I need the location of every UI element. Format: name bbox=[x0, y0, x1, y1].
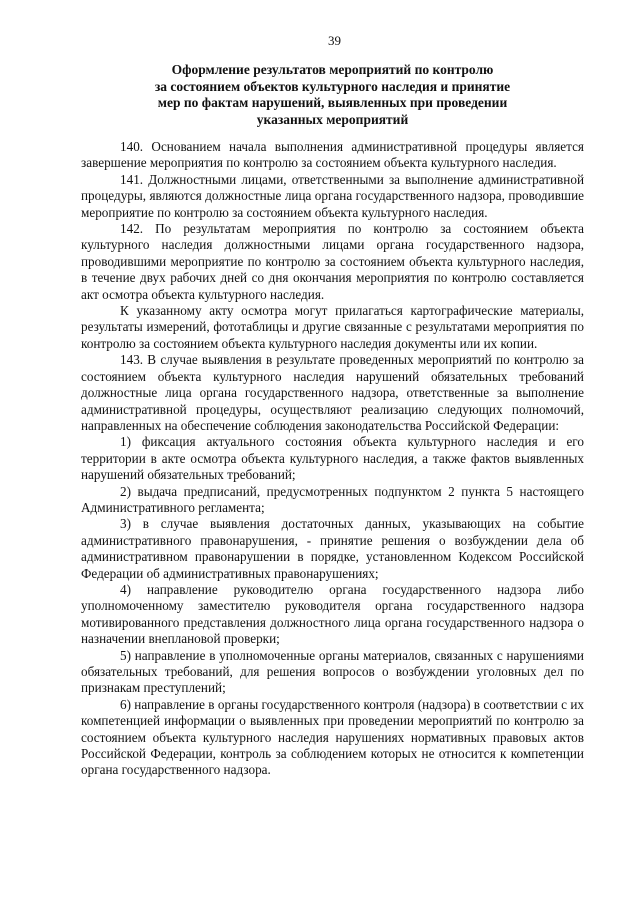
page-number: 39 bbox=[328, 33, 341, 48]
section-title-line: указанных мероприятий bbox=[256, 111, 409, 127]
paragraph-143: 143. В случае выявления в результате проведенных мероприятий по контролю за состоянием объекта культурного наследия нарушений обязательных требований должностные лица органа государственного надзора, ответственные за выполнение административной процедуры, осуществляют реализацию следующих полномочий, направленных на обеспечение соблюдения законодательства Российской Федерации: bbox=[81, 352, 584, 433]
paragraph-140: 140. Основанием начала выполнения административной процедуры является завершение мероприятия по контролю за состоянием объекта культурного наследия. bbox=[81, 139, 584, 171]
section-title-line: мер по фактам нарушений, выявленных при проведении bbox=[157, 95, 508, 110]
document-body bbox=[81, 139, 584, 779]
paragraph-141: 141. Должностными лицами, ответственными за выполнение административной процедуры, являются должностные лица органа государственного надзора, проводившие мероприятие по контролю за состоянием объекта культурного наследия. bbox=[81, 171, 584, 220]
list-item-3: 3) в случае выявления достаточных данных, указывающих на событие административного правонарушения, - принятие решения о возбуждении дела об административном правонарушении в порядке, установленном Кодексом Российской Федерации об административных правонарушениях; bbox=[81, 516, 584, 581]
list-item-4: 4) направление руководителю органа государственного надзора либо уполномоченному заместителю руководителя органа государственного надзора мотивированного представления должностного лица органа государственного надзора о назначении внеплановой проверки; bbox=[81, 581, 584, 647]
paragraph-142-attachments: К указанному акту осмотра могут прилагаться картографические материалы, результаты измерений, фототаблицы и другие связанные с результатами мероприятия по контролю за состоянием объекта культурного наследия документы или их копии. bbox=[81, 303, 584, 351]
paragraph-142: 142. По результатам мероприятия по контролю за состоянием объекта культурного наследия должностными лицами органа государственного надзора, проводившими мероприятие по контролю за состоянием объекта культурного наследия, в течение двух рабочих дней со дня окончания мероприятия по контролю составляется акт осмотра объекта культурного наследия. bbox=[81, 221, 584, 302]
list-item-5: 5) направление в уполномоченные органы материалов, связанных с нарушениями обязательных требований, для решения вопросов о возбуждении уголовных дел по признакам преступлений; bbox=[81, 647, 584, 696]
list-item-1: 1) фиксация актуального состояния объекта культурного наследия и его территории в акте осмотра объекта культурного наследия, а также фактов выявленных нарушений обязательных требований; bbox=[81, 434, 584, 483]
section-title-line: за состоянием объектов культурного наследия и принятие bbox=[154, 78, 511, 94]
section-title bbox=[81, 62, 584, 128]
list-item-6: 6) направление в органы государственного контроля (надзора) в соответствии с их компетенцией информации о выявленных при проведении мероприятий по контролю за состоянием объекта культурного наследия нарушениях нормативных правовых актов Российской Федерации, контроль за соблюдением которых не относится к компетенции органа государственного надзора. bbox=[81, 696, 584, 778]
section-title-line: Оформление результатов мероприятий по контролю bbox=[171, 62, 494, 77]
list-item-2: 2) выдача предписаний, предусмотренных подпунктом 2 пункта 5 настоящего Административного регламента; bbox=[81, 483, 584, 515]
